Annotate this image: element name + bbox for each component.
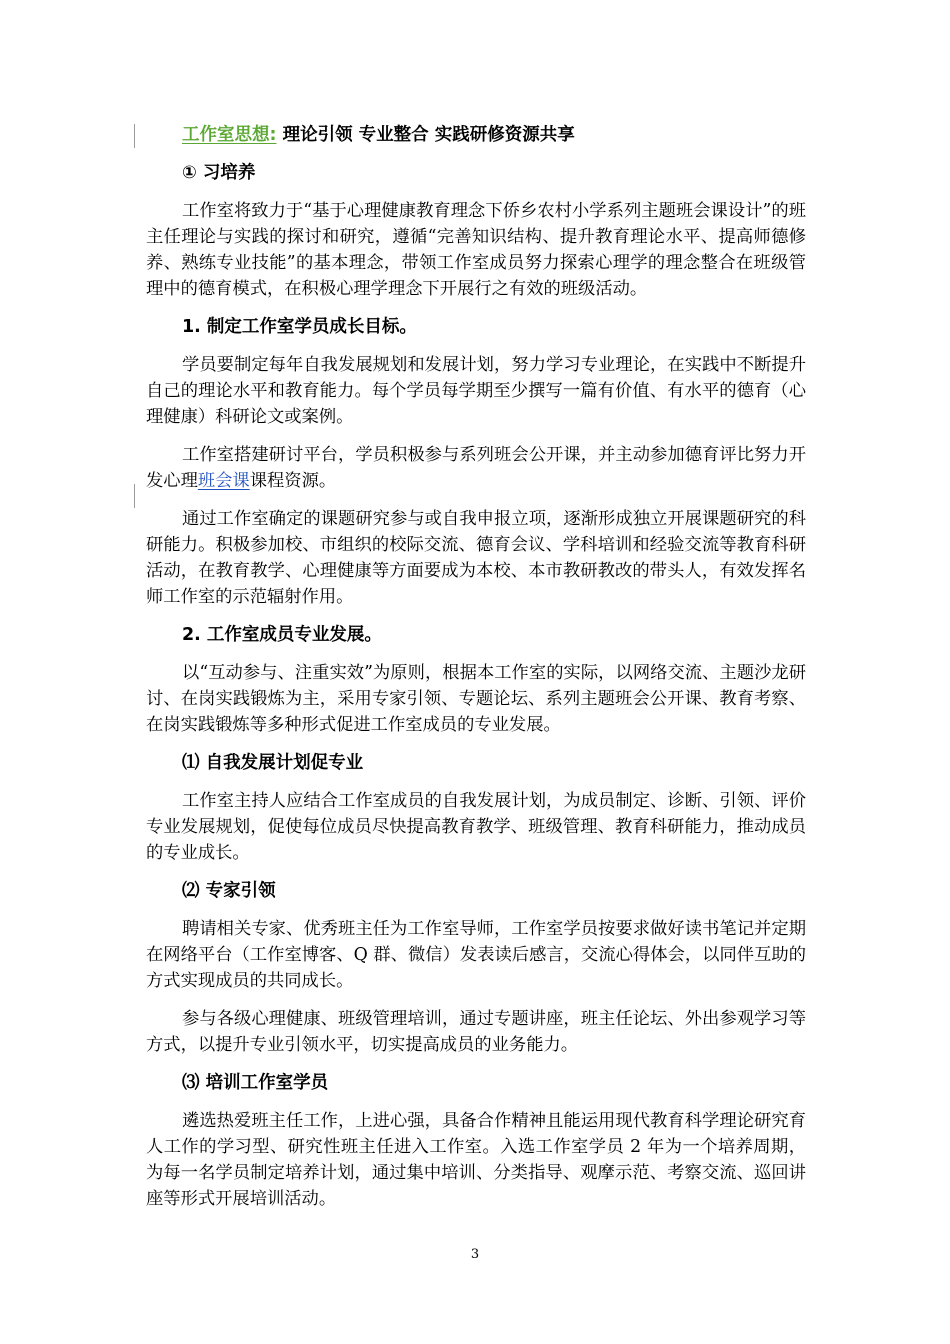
document-body [146, 122, 806, 1212]
paragraph-member-training: 遴选热爱班主任工作，上进心强，具备合作精神且能运用现代教育科学理论研究育人工作的学习型、研究性班主任进入工作室。入选工作室学员 2 年为一个培养周期，为每一名学员制定培养计划，通过集中培训、分类指导、观摩示范、考察交流、巡回讲座等形式开展培训活动。 [146, 1111, 806, 1209]
paragraph-research-platform-tail: 课程资源。 [249, 471, 337, 491]
subsection-title: ① 习培养 [182, 163, 256, 183]
heading-self-development: ⑴ 自我发展计划促专业 [182, 753, 364, 773]
paragraph-training-participation: 参与各级心理健康、班级管理培训，通过专题讲座，班主任论坛、外出参观学习等方式，以提升专业引领水平，切实提高成员的业务能力。 [146, 1009, 806, 1055]
heading-member-training: ⑶ 培训工作室学员 [182, 1073, 329, 1093]
page-number: 3 [470, 1247, 480, 1262]
paragraph-growth-plan: 学员要制定每年自我发展规划和发展计划，努力学习专业理论，在实践中不断提升自己的理论水平和教育能力。每个学员每学期至少撰写一篇有价值、有水平的德育（心理健康）科研论文或案例。 [146, 355, 806, 427]
paragraph-expert-mentors: 聘请相关专家、优秀班主任为工作室导师，工作室学员按要求做好读书笔记并定期在网络平台（工作室博客、Q 群、微信）发表读后感言，交流心得体会，以同伴互助的方式实现成员的共同成长。 [146, 919, 806, 991]
heading-professional-development: 2. 工作室成员专业发展。 [182, 625, 382, 645]
section-title-keyword: 工作室思想: [182, 125, 277, 145]
paragraph-research-platform-text: 工作室搭建研讨平台，学员积极参与系列班会公开课，并主动参加德育评比努力开发心理 [146, 445, 806, 491]
revision-margin-mark [134, 484, 135, 508]
paragraph-research-platform [146, 442, 806, 494]
section-title [146, 122, 806, 148]
paragraph-development-principle: 以“互动参与、注重实效”为原则，根据本工作室的实际，以网络交流、主题沙龙研讨、在岗实践锻炼为主，采用专家引领、专题论坛、系列主题班会公开课、教育考察、在岗实践锻炼等多种形式促进工作室成员的专业发展。 [146, 663, 806, 735]
heading-expert-guidance: ⑵ 专家引领 [182, 881, 276, 901]
class-meeting-link[interactable]: 班会课 [197, 471, 250, 491]
intro-paragraph: 工作室将致力于“基于心理健康教育理念下侨乡农村小学系列主题班会课设计”的班主任理论与实践的探讨和研究，遵循“完善知识结构、提升教育理论水平、提高师德修养、熟练专业技能”的基本理念，带领工作室成员努力探索心理学的理念整合在班级管理中的德育模式，在积极心理学理念下开展行之有效的班级活动。 [146, 201, 806, 299]
heading-growth-goals: 1. 制定工作室学员成长目标。 [182, 317, 417, 337]
paragraph-self-development: 工作室主持人应结合工作室成员的自我发展计划，为成员制定、诊断、引领、评价专业发展规划，促使每位成员尽快提高教育教学、班级管理、教育科研能力，推动成员的专业成长。 [146, 791, 806, 863]
section-title-rest: 理论引领 专业整合 实践研修资源共享 [276, 125, 575, 145]
paragraph-research-ability: 通过工作室确定的课题研究参与或自我申报立项，逐渐形成独立开展课题研究的科研能力。积极参加校、市组织的校际交流、德育会议、学科培训和经验交流等教育科研活动，在教育教学、心理健康等方面要成为本校、本市教研教改的带头人，有效发挥名师工作室的示范辐射作用。 [146, 509, 806, 607]
revision-margin-mark [134, 124, 135, 148]
